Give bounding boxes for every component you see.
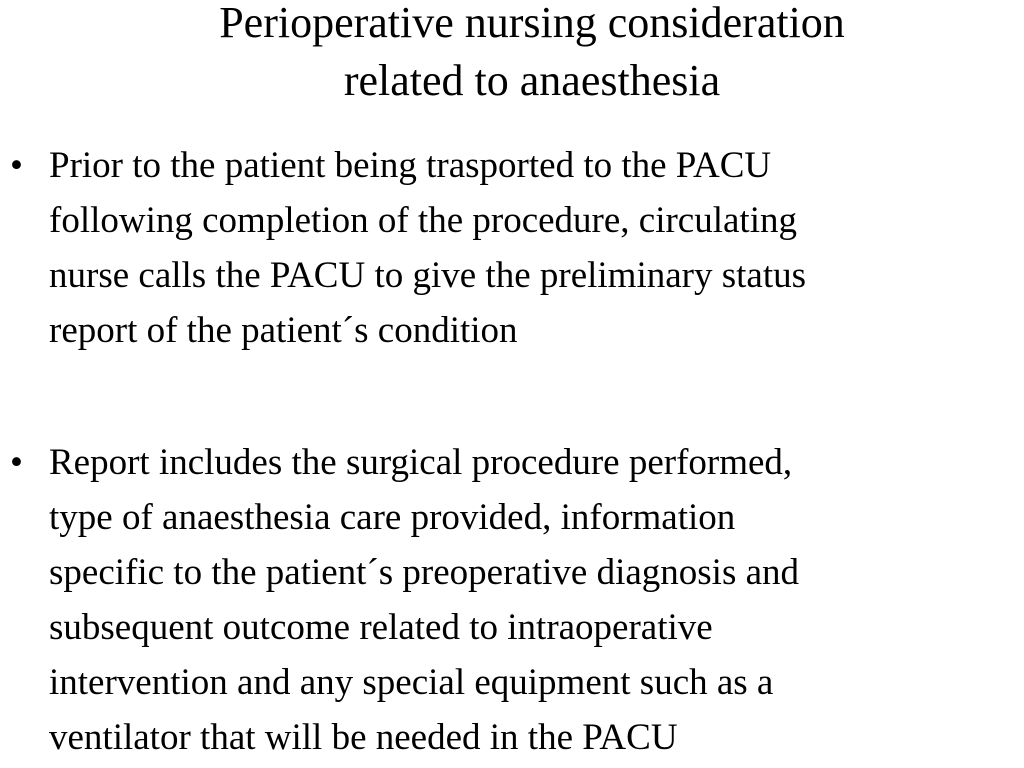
bullet-2-line-5: intervention and any special equipment such as a (49, 662, 774, 703)
slide-title (60, 0, 1004, 110)
bullet-2-line-3: specific to the patient´s preoperative diagnosis and (49, 552, 800, 593)
bullet-item-1 (0, 138, 1024, 358)
bullet-1-line-3: nurse calls the PACU to give the preliminary status (49, 255, 807, 296)
bullet-list (0, 138, 1024, 765)
bullet-2-line-1: Report includes the surgical procedure performed, (49, 442, 793, 483)
bullet-icon: • (10, 145, 23, 186)
bullet-2-line-2: type of anaesthesia care provided, information (49, 497, 736, 538)
bullet-1-line-2: following completion of the procedure, circulating (49, 200, 797, 241)
bullet-icon: • (10, 442, 23, 483)
bullet-1-line-1: Prior to the patient being trasported to the PACU (49, 145, 772, 186)
slide-title-line-2: related to anaesthesia (343, 56, 721, 105)
bullet-item-2 (0, 435, 1024, 765)
bullet-2-line-6: ventilator that will be needed in the PACU (49, 717, 678, 758)
bullet-1-line-4: report of the patient´s condition (49, 310, 518, 351)
bullet-2-line-4: subsequent outcome related to intraoperative (49, 607, 713, 648)
slide-title-line-1: Perioperative nursing consideration (219, 0, 845, 47)
